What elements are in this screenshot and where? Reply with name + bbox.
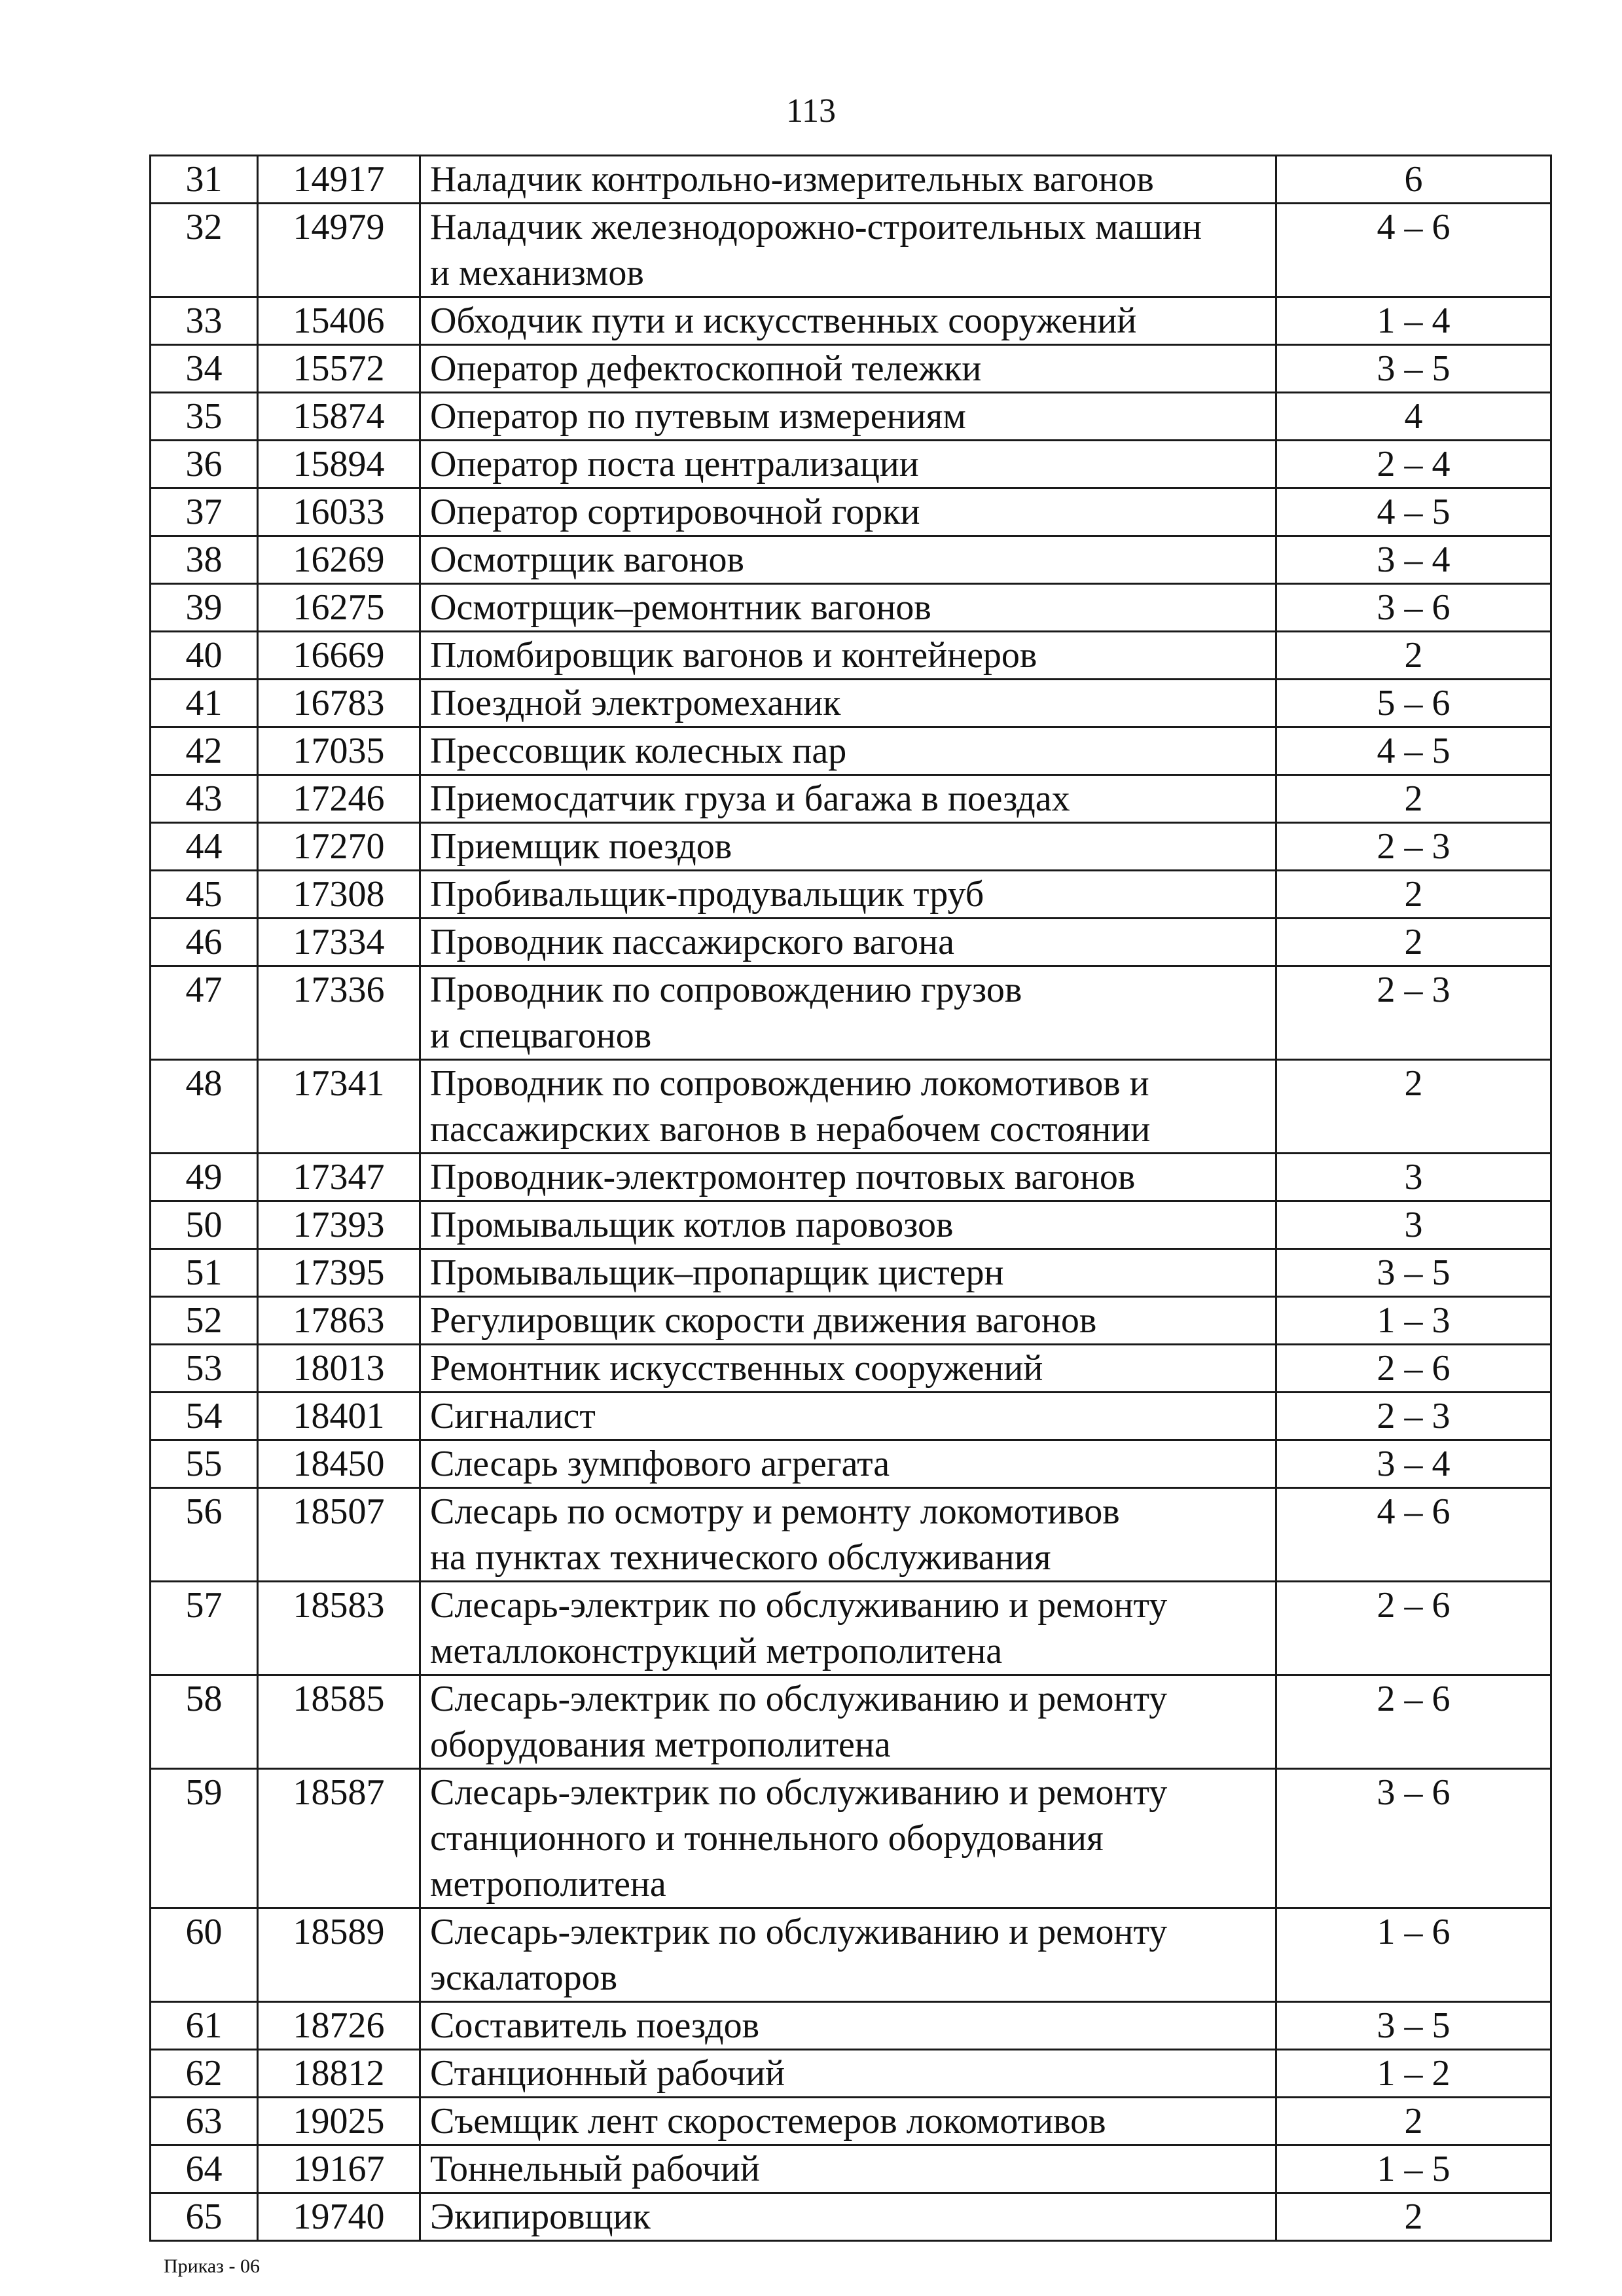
grade-range-cell: 3 – 5 [1276, 1249, 1551, 1297]
table-row [151, 775, 1551, 823]
grade-range-cell: 2 [1276, 1060, 1551, 1154]
table-row [151, 156, 1551, 204]
page-number: 113 [785, 92, 837, 130]
grade-range-cell: 2 [1276, 2098, 1551, 2145]
grade-range-cell: 4 – 6 [1276, 1488, 1551, 1582]
row-number-cell: 49 [151, 1154, 258, 1201]
occupation-code-cell: 17270 [258, 823, 420, 871]
occupation-code-cell: 18450 [258, 1440, 420, 1488]
row-number-cell: 59 [151, 1769, 258, 1908]
grade-range-cell: 2 – 3 [1276, 966, 1551, 1060]
grade-range-cell: 2 – 6 [1276, 1345, 1551, 1393]
table-row [151, 536, 1551, 584]
grade-range-cell: 4 – 6 [1276, 204, 1551, 297]
row-number-cell: 33 [151, 297, 258, 345]
grade-range-cell: 3 [1276, 1201, 1551, 1249]
grade-range-cell: 3 – 4 [1276, 536, 1551, 584]
grade-range-cell: 3 – 6 [1276, 584, 1551, 632]
occupation-code-cell: 15874 [258, 393, 420, 441]
occupation-code-cell: 18583 [258, 1582, 420, 1675]
grade-range-cell: 3 – 5 [1276, 345, 1551, 393]
table-row [151, 1060, 1551, 1154]
occupation-code-cell: 17863 [258, 1297, 420, 1345]
grade-range-cell: 5 – 6 [1276, 680, 1551, 727]
table-row [151, 727, 1551, 775]
row-number-cell: 53 [151, 1345, 258, 1393]
occupation-name-cell: Слесарь зумпфового агрегата [420, 1440, 1276, 1488]
occupation-name-cell: Регулировщик скорости движения вагонов [420, 1297, 1276, 1345]
occupation-code-cell: 18013 [258, 1345, 420, 1393]
grade-range-cell: 2 [1276, 919, 1551, 966]
occupation-code-cell: 17341 [258, 1060, 420, 1154]
table-row [151, 1908, 1551, 2002]
occupations-table [149, 155, 1552, 2242]
occupation-code-cell: 17393 [258, 1201, 420, 1249]
table-row [151, 966, 1551, 1060]
occupation-code-cell: 16783 [258, 680, 420, 727]
occupation-name-cell: Наладчик железнодорожно-строительных машин и механизмов [420, 204, 1276, 297]
table-row [151, 488, 1551, 536]
occupation-code-cell: 17347 [258, 1154, 420, 1201]
occupation-name-cell: Слесарь-электрик по обслуживанию и ремонту эскалаторов [420, 1908, 1276, 2002]
occupation-code-cell: 18507 [258, 1488, 420, 1582]
occupation-name-cell: Слесарь по осмотру и ремонту локомотивов на пунктах технического обслуживания [420, 1488, 1276, 1582]
row-number-cell: 31 [151, 156, 258, 204]
occupation-name-cell: Оператор по путевым измерениям [420, 393, 1276, 441]
grade-range-cell: 1 – 4 [1276, 297, 1551, 345]
occupations-table-body [151, 156, 1551, 2241]
occupation-name-cell: Слесарь-электрик по обслуживанию и ремонту станционного и тоннельного оборудования метрополитена [420, 1769, 1276, 1908]
occupation-code-cell: 17395 [258, 1249, 420, 1297]
occupation-name-cell: Ремонтник искусственных сооружений [420, 1345, 1276, 1393]
occupation-code-cell: 18726 [258, 2002, 420, 2050]
row-number-cell: 45 [151, 871, 258, 919]
row-number-cell: 37 [151, 488, 258, 536]
table-row [151, 1675, 1551, 1769]
table-row [151, 1154, 1551, 1201]
occupation-code-cell: 15406 [258, 297, 420, 345]
occupation-name-cell: Осмотрщик вагонов [420, 536, 1276, 584]
table-row [151, 584, 1551, 632]
row-number-cell: 61 [151, 2002, 258, 2050]
occupation-name-cell: Пробивальщик-продувальщик труб [420, 871, 1276, 919]
grade-range-cell: 2 [1276, 871, 1551, 919]
grade-range-cell: 2 – 6 [1276, 1675, 1551, 1769]
table-row [151, 1488, 1551, 1582]
grade-range-cell: 3 – 6 [1276, 1769, 1551, 1908]
table-row [151, 823, 1551, 871]
occupation-name-cell: Оператор сортировочной горки [420, 488, 1276, 536]
table-row [151, 204, 1551, 297]
table-row [151, 393, 1551, 441]
table-row [151, 919, 1551, 966]
table-row [151, 297, 1551, 345]
table-row [151, 1297, 1551, 1345]
occupation-code-cell: 14979 [258, 204, 420, 297]
occupation-code-cell: 17035 [258, 727, 420, 775]
table-row [151, 1201, 1551, 1249]
occupation-name-cell: Слесарь-электрик по обслуживанию и ремонту оборудования метрополитена [420, 1675, 1276, 1769]
grade-range-cell: 2 – 3 [1276, 1393, 1551, 1440]
row-number-cell: 40 [151, 632, 258, 680]
occupation-code-cell: 18587 [258, 1769, 420, 1908]
grade-range-cell: 4 – 5 [1276, 488, 1551, 536]
row-number-cell: 51 [151, 1249, 258, 1297]
row-number-cell: 39 [151, 584, 258, 632]
grade-range-cell: 2 [1276, 2193, 1551, 2241]
grade-range-cell: 4 – 5 [1276, 727, 1551, 775]
occupation-name-cell: Наладчик контрольно-измерительных вагонов [420, 156, 1276, 204]
row-number-cell: 65 [151, 2193, 258, 2241]
grade-range-cell: 2 [1276, 775, 1551, 823]
table-row [151, 632, 1551, 680]
row-number-cell: 42 [151, 727, 258, 775]
row-number-cell: 35 [151, 393, 258, 441]
grade-range-cell: 3 – 5 [1276, 2002, 1551, 2050]
row-number-cell: 58 [151, 1675, 258, 1769]
occupation-code-cell: 19025 [258, 2098, 420, 2145]
occupation-name-cell: Осмотрщик–ремонтник вагонов [420, 584, 1276, 632]
row-number-cell: 55 [151, 1440, 258, 1488]
occupation-name-cell: Проводник по сопровождению грузов и спецвагонов [420, 966, 1276, 1060]
table-row [151, 441, 1551, 488]
grade-range-cell: 1 – 2 [1276, 2050, 1551, 2098]
row-number-cell: 48 [151, 1060, 258, 1154]
row-number-cell: 64 [151, 2145, 258, 2193]
row-number-cell: 47 [151, 966, 258, 1060]
row-number-cell: 62 [151, 2050, 258, 2098]
table-row [151, 2050, 1551, 2098]
table-row [151, 1345, 1551, 1393]
occupation-code-cell: 16669 [258, 632, 420, 680]
row-number-cell: 46 [151, 919, 258, 966]
row-number-cell: 41 [151, 680, 258, 727]
row-number-cell: 36 [151, 441, 258, 488]
grade-range-cell: 3 [1276, 1154, 1551, 1201]
occupation-code-cell: 18589 [258, 1908, 420, 2002]
occupation-name-cell: Съемщик лент скоростемеров локомотивов [420, 2098, 1276, 2145]
occupation-name-cell: Поездной электромеханик [420, 680, 1276, 727]
occupation-name-cell: Сигналист [420, 1393, 1276, 1440]
grade-range-cell: 2 – 4 [1276, 441, 1551, 488]
occupation-name-cell: Оператор дефектоскопной тележки [420, 345, 1276, 393]
row-number-cell: 52 [151, 1297, 258, 1345]
occupation-code-cell: 18401 [258, 1393, 420, 1440]
occupation-code-cell: 15894 [258, 441, 420, 488]
occupation-name-cell: Экипировщик [420, 2193, 1276, 2241]
occupation-code-cell: 18585 [258, 1675, 420, 1769]
occupation-name-cell: Слесарь-электрик по обслуживанию и ремонту металлоконструкций метрополитена [420, 1582, 1276, 1675]
occupation-name-cell: Пломбировщик вагонов и контейнеров [420, 632, 1276, 680]
occupation-code-cell: 19167 [258, 2145, 420, 2193]
row-number-cell: 34 [151, 345, 258, 393]
table-row [151, 2002, 1551, 2050]
table-row [151, 1249, 1551, 1297]
grade-range-cell: 1 – 3 [1276, 1297, 1551, 1345]
row-number-cell: 54 [151, 1393, 258, 1440]
table-row [151, 1582, 1551, 1675]
row-number-cell: 63 [151, 2098, 258, 2145]
grade-range-cell: 6 [1276, 156, 1551, 204]
grade-range-cell: 2 [1276, 632, 1551, 680]
table-row [151, 680, 1551, 727]
occupation-name-cell: Проводник пассажирского вагона [420, 919, 1276, 966]
table-row [151, 871, 1551, 919]
occupation-name-cell: Составитель поездов [420, 2002, 1276, 2050]
table-row [151, 2145, 1551, 2193]
row-number-cell: 43 [151, 775, 258, 823]
occupation-name-cell: Тоннельный рабочий [420, 2145, 1276, 2193]
occupation-code-cell: 16269 [258, 536, 420, 584]
occupation-code-cell: 17308 [258, 871, 420, 919]
occupation-code-cell: 19740 [258, 2193, 420, 2241]
table-row [151, 1769, 1551, 1908]
grade-range-cell: 1 – 5 [1276, 2145, 1551, 2193]
row-number-cell: 57 [151, 1582, 258, 1675]
row-number-cell: 60 [151, 1908, 258, 2002]
grade-range-cell: 4 [1276, 393, 1551, 441]
grade-range-cell: 2 – 3 [1276, 823, 1551, 871]
occupation-name-cell: Приемщик поездов [420, 823, 1276, 871]
grade-range-cell: 2 – 6 [1276, 1582, 1551, 1675]
row-number-cell: 44 [151, 823, 258, 871]
occupation-code-cell: 17334 [258, 919, 420, 966]
occupation-code-cell: 16275 [258, 584, 420, 632]
occupation-name-cell: Приемосдатчик груза и багажа в поездах [420, 775, 1276, 823]
occupation-code-cell: 17246 [258, 775, 420, 823]
occupation-name-cell: Проводник по сопровождению локомотивов и пассажирских вагонов в нерабочем состоянии [420, 1060, 1276, 1154]
row-number-cell: 56 [151, 1488, 258, 1582]
table-row [151, 2193, 1551, 2241]
occupation-code-cell: 17336 [258, 966, 420, 1060]
occupation-name-cell: Обходчик пути и искусственных сооружений [420, 297, 1276, 345]
document-footer-mark: Приказ - 06 [164, 2255, 260, 2277]
grade-range-cell: 1 – 6 [1276, 1908, 1551, 2002]
row-number-cell: 38 [151, 536, 258, 584]
occupation-name-cell: Станционный рабочий [420, 2050, 1276, 2098]
row-number-cell: 50 [151, 1201, 258, 1249]
grade-range-cell: 3 – 4 [1276, 1440, 1551, 1488]
table-row [151, 1440, 1551, 1488]
occupation-code-cell: 14917 [258, 156, 420, 204]
occupation-code-cell: 18812 [258, 2050, 420, 2098]
occupation-name-cell: Промывальщик котлов паровозов [420, 1201, 1276, 1249]
occupation-code-cell: 16033 [258, 488, 420, 536]
occupation-name-cell: Промывальщик–пропарщик цистерн [420, 1249, 1276, 1297]
row-number-cell: 32 [151, 204, 258, 297]
occupation-name-cell: Оператор поста централизации [420, 441, 1276, 488]
occupation-name-cell: Проводник-электромонтер почтовых вагонов [420, 1154, 1276, 1201]
occupation-name-cell: Прессовщик колесных пар [420, 727, 1276, 775]
table-row [151, 2098, 1551, 2145]
occupation-code-cell: 15572 [258, 345, 420, 393]
table-row [151, 1393, 1551, 1440]
table-row [151, 345, 1551, 393]
